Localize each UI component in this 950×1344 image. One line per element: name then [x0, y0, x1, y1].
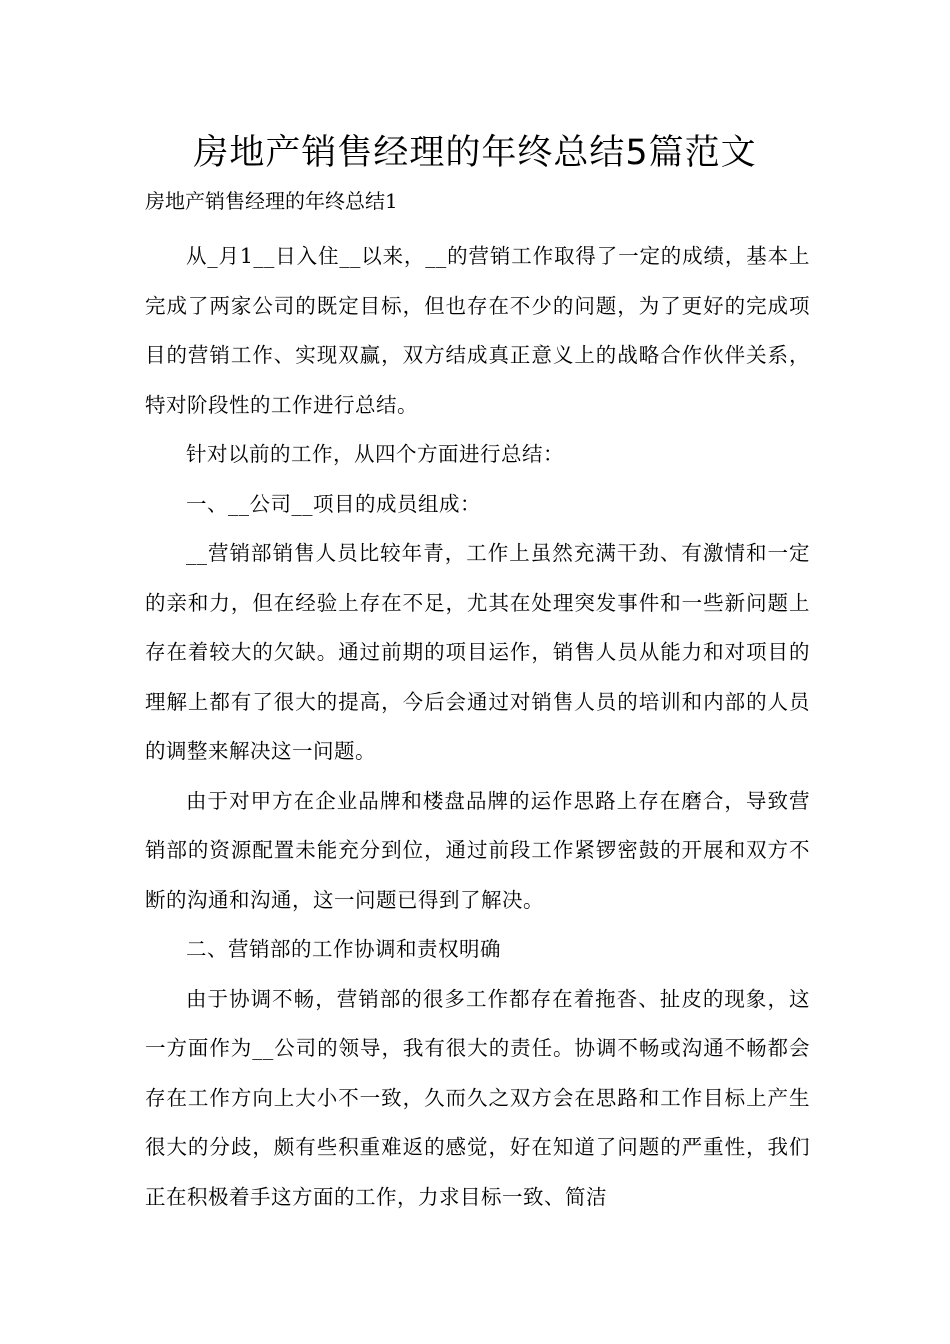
paragraph-intro: 从_月1__日入住__以来，__的营销工作取得了一定的成绩，基本上完成了两家公司的既定目标，但也存在不少的问题，为了更好的完成项目的营销工作、实现双赢，双方结成真正意义上的战略合作伙伴关系，特对阶段性的工作进行总结。 — [145, 244, 810, 417]
paragraph-coordination: 由于协调不畅，营销部的很多工作都存在着拖沓、扯皮的现象，这一方面作为__公司的领导，我有很大的责任。协调不畅或沟通不畅都会存在工作方向上大小不一致，久而久之双方会在思路和工作目标上产生很大的分歧，颇有些积重难返的感觉，好在知道了问题的严重性，我们正在积极着手这方面的工作，力求目标一致、简洁 — [145, 986, 810, 1209]
paragraph-summary-lead: 针对以前的工作，从四个方面进行总结： — [186, 442, 564, 466]
section-subtitle: 房地产销售经理的年终总结1 — [145, 189, 398, 213]
document-body — [145, 232, 810, 1222]
paragraph-team: __营销部销售人员比较年青，工作上虽然充满干劲、有激情和一定的亲和力，但在经验上存在不足，尤其在处理突发事件和一些新问题上存在着较大的欠缺。通过前期的项目运作，销售人员从能力和对项目的理解上都有了很大的提高，今后会通过对销售人员的培训和内部的人员的调整来解决这一问题。 — [145, 541, 810, 763]
section-heading-1: 一、__公司__项目的成员组成： — [186, 491, 481, 516]
paragraph-resources: 由于对甲方在企业品牌和楼盘品牌的运作思路上存在磨合，导致营销部的资源配置未能充分到位，通过前段工作紧锣密鼓的开展和双方不断的沟通和沟通，这一问题已得到了解决。 — [145, 788, 810, 912]
document-title: 房地产销售经理的年终总结5篇范文 — [193, 133, 757, 173]
section-heading-2: 二、营销部的工作协调和责权明确 — [186, 937, 501, 961]
